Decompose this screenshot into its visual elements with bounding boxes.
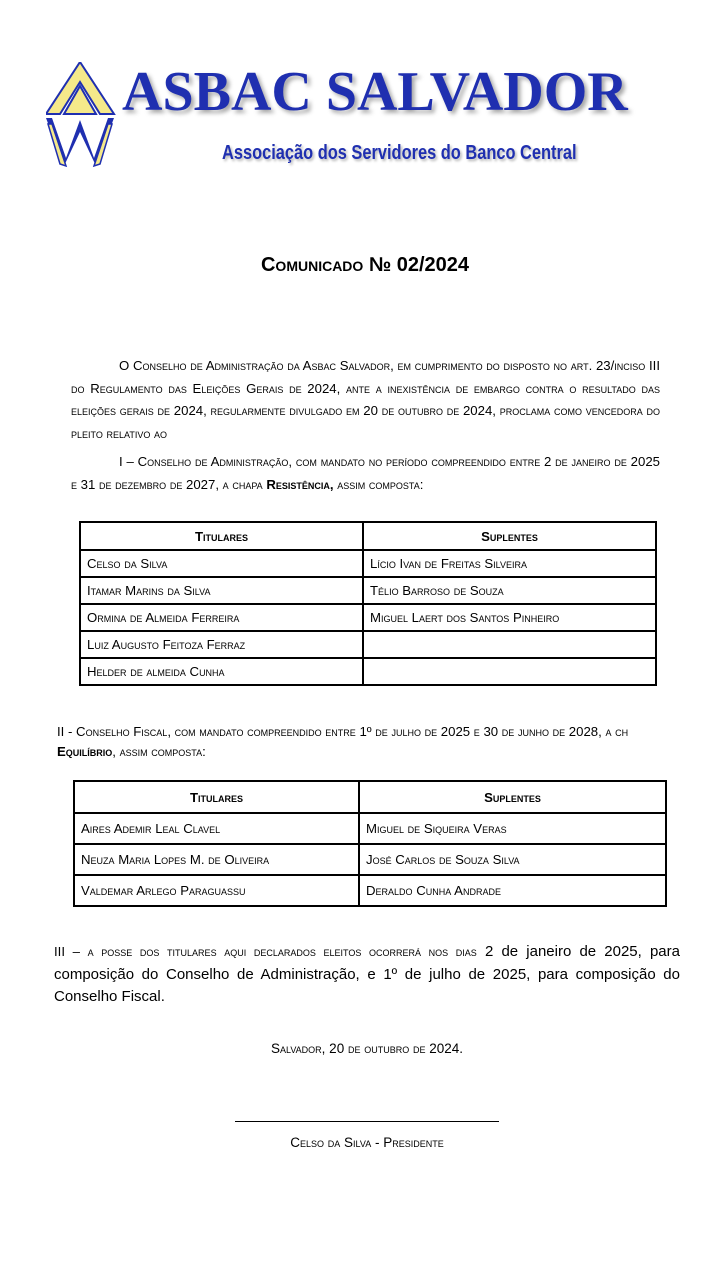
item-2-slate-name: Equilíbrio [57,744,113,759]
table-row [80,658,656,685]
table-header-row [74,781,666,813]
table-cell: José Carlos de Souza Silva [359,844,666,875]
table-cell: Luiz Augusto Feitoza Ferraz [80,631,363,658]
asbac-emblem-icon [46,62,126,174]
signature-line [235,1121,499,1122]
item-2-tail: , assim composta: [112,744,206,759]
admin-council-table [79,521,657,686]
table-row [74,875,666,906]
table-cell [363,631,656,658]
table-cell: Miguel de Siqueira Veras [359,813,666,844]
item-3-paragraph [54,941,680,1009]
document-title: Comunicado № 02/2024 [260,254,470,276]
table-row [80,631,656,658]
place-date: Salvador, 20 de outubro de 2024. [271,1041,463,1056]
table-header-suplentes: Suplentes [363,522,656,550]
org-subtitle: Associação dos Servidores do Banco Central [222,142,577,164]
fiscal-council-table [73,780,667,907]
table-cell: Celso da Silva [80,550,363,577]
table-row [74,844,666,875]
table-header-titulares: Titulares [74,781,359,813]
table-cell: Neuza Maria Lopes M. de Oliveira [74,844,359,875]
table-cell: Aires Ademir Leal Clavel [74,813,359,844]
item-1-tail: assim composta: [333,476,424,492]
table-cell: Miguel Laert dos Santos Pinheiro [363,604,656,631]
table-cell: Deraldo Cunha Andrade [359,875,666,906]
table-cell: Valdemar Arlego Paraguassu [74,875,359,906]
table-cell [363,658,656,685]
item-3-head: III – a posse dos titulares aqui declarados eleitos ocorrerá nos dias [54,944,477,959]
table-row [80,577,656,604]
org-name: ASBAC SALVADOR [122,61,628,123]
intro-paragraph: O Conselho de Administração da Asbac Salvador, em cumprimento do disposto no art. 23/inciso III do Regulamento das Eleições Gerais de 2024, ante a inexistência de embargo contra o resultado das eleições gerais de 2024, regularmente divulgado em 20 de outubro de 2024, proclama como vencedora do pleito relativo ao [71,358,660,441]
signer-name: Celso da Silva - Presidente [290,1135,444,1150]
table-cell: Itamar Marins da Silva [80,577,363,604]
table-row [80,550,656,577]
item-1-paragraph [71,451,660,496]
table-cell: Ormina de Almeida Ferreira [80,604,363,631]
item-2-slate-line [57,744,206,759]
item-1-text: I – Conselho de Administração, com mandato no período compreendido entre 2 de janeiro de 2025 e 31 de dezembro de 2027, a chapa [71,454,660,492]
item-2-text: II - Conselho Fiscal, com mandato compreendido entre 1º de julho de 2025 e 30 de junho de 2028, a ch [57,724,629,739]
item-1-slate-name: Resistência, [266,476,334,492]
table-cell: Télio Barroso de Souza [363,577,656,604]
table-row [74,813,666,844]
table-cell: Lício Ivan de Freitas Silveira [363,550,656,577]
table-header-row [80,522,656,550]
table-header-titulares: Titulares [80,522,363,550]
table-row [80,604,656,631]
table-header-suplentes: Suplentes [359,781,666,813]
item-3-body: 2 de janeiro de 2025, para composição do Conselho de Administração, e 1º de julho de 2025, para composição do Conselho Fiscal. [54,943,680,1006]
table-cell: Helder de almeida Cunha [80,658,363,685]
